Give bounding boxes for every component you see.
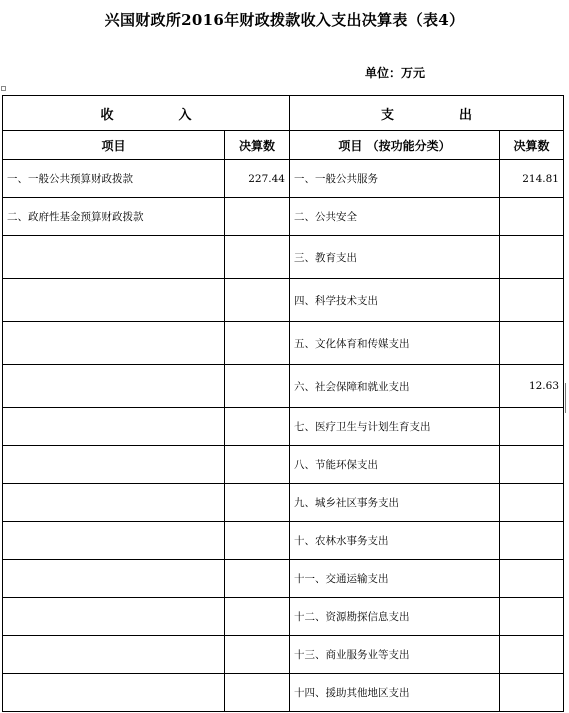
expense-amount-cell [500,446,564,484]
expense-amount-header: 决算数 [500,131,564,160]
income-item-cell [3,598,225,636]
income-item-cell [3,279,225,322]
income-amount-cell: 227.44 [225,160,290,198]
expense-amount-cell [500,236,564,279]
income-item-cell [3,365,225,408]
expense-amount-cell [500,636,564,674]
income-item-cell [3,484,225,522]
income-item-cell [3,408,225,446]
table-row [3,674,564,712]
income-item-cell [3,636,225,674]
income-item-cell [3,674,225,712]
table-row [3,522,564,560]
expense-item-cell: 三、教育支出 [290,236,500,279]
table-row [3,198,564,236]
expense-amount-cell: 214.81 [500,160,564,198]
income-amount-cell [225,674,290,712]
expense-amount-cell [500,279,564,322]
expense-item-cell: 八、节能环保支出 [290,446,500,484]
expense-item-cell: 一、一般公共服务 [290,160,500,198]
table-row [3,598,564,636]
income-amount-cell [225,408,290,446]
table-row [3,365,564,408]
expense-amount-cell [500,674,564,712]
income-amount-cell [225,365,290,408]
income-header: 收 入 [3,96,290,131]
expense-item-cell: 五、文化体育和传媒支出 [290,322,500,365]
expense-amount-cell [500,408,564,446]
expense-item-header: 项目 （按功能分类） [290,131,500,160]
expense-item-cell: 七、医疗卫生与计划生育支出 [290,408,500,446]
table-row [3,446,564,484]
expense-amount-cell [500,322,564,365]
expense-item-cell: 十二、资源勘探信息支出 [290,598,500,636]
income-item-cell [3,446,225,484]
table-row [3,160,564,198]
table-row [3,279,564,322]
income-amount-header: 决算数 [225,131,290,160]
unit-label: 单位：万元 [365,66,426,80]
expense-item-cell: 十、农林水事务支出 [290,522,500,560]
expense-amount-cell [500,198,564,236]
header-row-main [3,96,564,131]
income-amount-cell [225,322,290,365]
income-amount-cell [225,636,290,674]
expense-amount-cell: 12.63 [500,365,564,408]
income-amount-cell [225,484,290,522]
table-row [3,560,564,598]
expense-item-cell: 六、社会保障和就业支出 [290,365,500,408]
income-item-cell [3,522,225,560]
expense-amount-cell [500,484,564,522]
income-item-cell: 二、政府性基金预算财政拨款 [3,198,225,236]
expense-item-cell: 十一、交通运输支出 [290,560,500,598]
income-amount-cell [225,560,290,598]
income-amount-cell [225,279,290,322]
expense-amount-cell [500,598,564,636]
scrollbar-marker[interactable] [565,383,569,413]
table-anchor-handle[interactable] [1,86,6,91]
expense-amount-cell [500,560,564,598]
income-amount-cell [225,598,290,636]
table-row [3,236,564,279]
table-row [3,484,564,522]
income-item-cell [3,236,225,279]
expense-item-cell: 十四、援助其他地区支出 [290,674,500,712]
expense-amount-cell [500,522,564,560]
expense-item-cell: 十三、商业服务业等支出 [290,636,500,674]
income-item-cell: 一、一般公共预算财政拨款 [3,160,225,198]
income-amount-cell [225,522,290,560]
income-item-header: 项目 [3,131,225,160]
budget-table [2,95,564,712]
expense-item-cell: 九、城乡社区事务支出 [290,484,500,522]
table-row [3,322,564,365]
income-amount-cell [225,236,290,279]
expense-item-cell: 四、科学技术支出 [290,279,500,322]
header-row-columns [3,131,564,160]
expense-item-cell: 二、公共安全 [290,198,500,236]
budget-table-body [3,96,564,712]
income-amount-cell [225,446,290,484]
table-row [3,408,564,446]
page-title: 兴国财政所2016年财政拨款收入支出决算表（表4） [104,11,465,29]
expense-header: 支 出 [290,96,564,131]
income-item-cell [3,560,225,598]
table-row [3,636,564,674]
income-amount-cell [225,198,290,236]
income-item-cell [3,322,225,365]
